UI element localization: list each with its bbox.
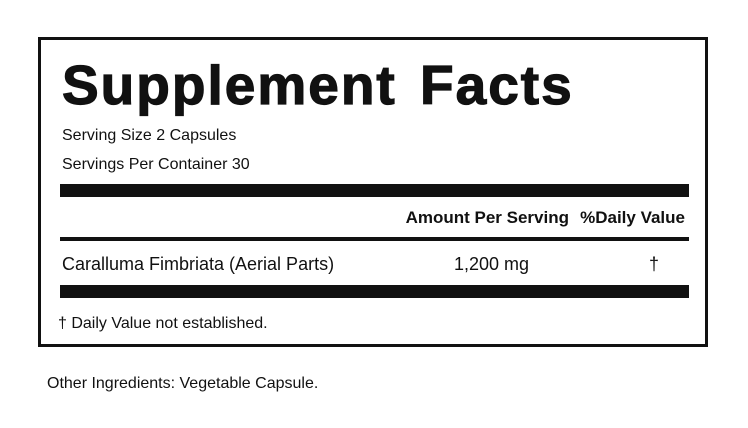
amount-per-serving-header: Amount Per Serving <box>405 208 569 227</box>
ingredient-daily-value: † <box>648 254 659 274</box>
thick-divider-bottom <box>60 285 689 298</box>
thick-divider-top <box>60 184 689 197</box>
servings-per-container: Servings Per Container 30 <box>62 156 250 173</box>
other-ingredients: Other Ingredients: Vegetable Capsule. <box>47 375 319 392</box>
ingredient-name: Caralluma Fimbriata (Aerial Parts) <box>62 254 335 274</box>
ingredient-amount: 1,200 mg <box>454 254 530 274</box>
serving-size: Serving Size 2 Capsules <box>62 127 237 144</box>
supplement-facts-panel <box>38 37 708 347</box>
daily-value-footnote: † Daily Value not established. <box>58 315 268 332</box>
label-title: Supplement Facts <box>62 54 574 116</box>
thin-divider <box>60 237 689 241</box>
daily-value-header: %Daily Value <box>580 208 685 227</box>
